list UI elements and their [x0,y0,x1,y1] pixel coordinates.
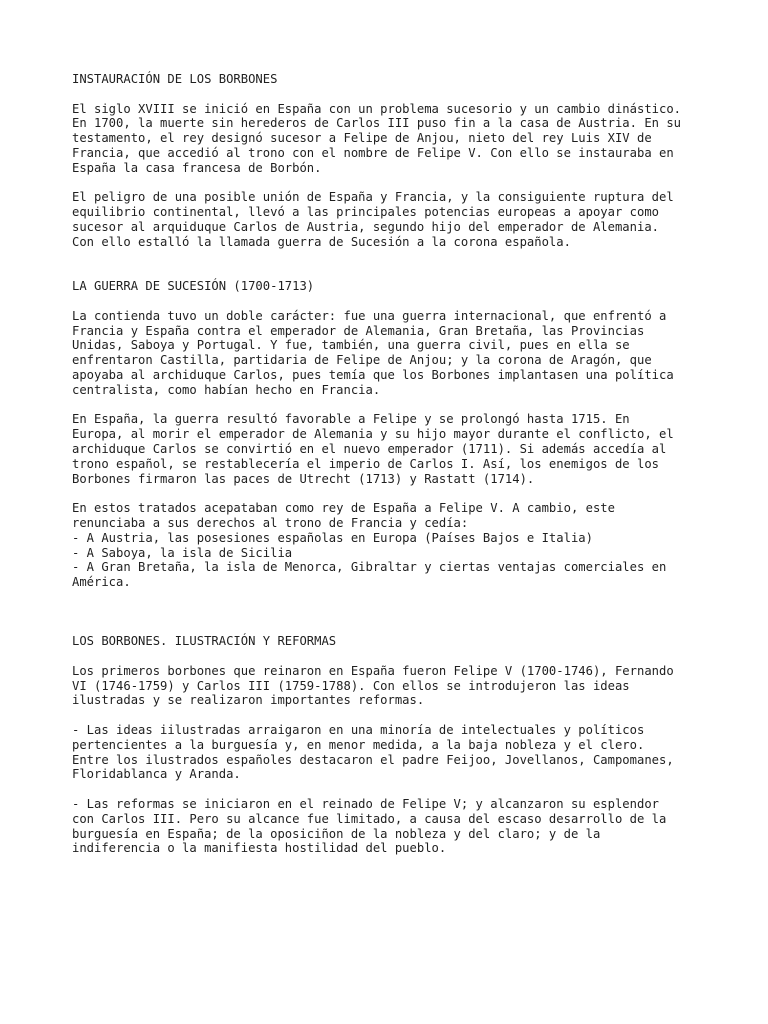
text-line: En España, la guerra resultó favorable a Felipe y se prolongó hasta 1715. En [72,412,630,427]
text-line: trono español, se restablecería el imperio de Carlos I. Así, los enemigos de los [72,456,659,471]
list-item: - A Saboya, la isla de Sicilia [72,545,293,560]
text-line: testamento, el rey designó sucesor a Felipe de Anjou, nieto del rey Luis XIV de [72,131,652,146]
text-line: El siglo XVIII se inició en España con un problema sucesorio y un cambio dinástico. [72,101,682,116]
text-line: Francia, que accedió al trono con el nombre de Felipe V. Con ello se instauraba en [72,145,674,160]
section-heading: INSTAURACIÓN DE LOS BORBONES [72,72,278,86]
text-line: Los primeros borbones que reinaron en España fueron Felipe V (1700-1746), Fernando [72,663,674,678]
spacer [72,250,702,280]
spacer [72,590,702,634]
spacer [72,294,702,309]
text-line: archiduque Carlos se convirtió en el nuevo emperador (1711). Si además accedía al [72,441,667,456]
spacer [72,708,702,723]
text-line: - Las reformas se iniciaron en el reinado de Felipe V; y alcanzaron su esplendor [72,797,659,812]
text-line: indiferencia o la manifiesta hostilidad del pueblo. [72,841,447,856]
text-line: burguesía en España; de la oposiciñon de la nobleza y del claro; y de la [72,826,601,841]
text-line: con Carlos III. Pero su alcance fue limitado, a causa del escaso desarrollo de la [72,811,667,826]
text-line: renunciaba a sus derechos al trono de Francia y cedía: [72,515,469,530]
paragraph [72,723,702,782]
text-line: Unidas, Saboya y Portugal. Y fue, también, una guerra civil, pues en ella se [72,338,630,353]
spacer [72,87,702,102]
text-line: equilibrio continental, llevó a las principales potencias europeas a apoyar como [72,205,659,220]
paragraph [72,501,702,590]
list-item: - A Gran Bretaña, la isla de Menorca, Gibraltar y ciertas ventajas comerciales en [72,560,667,575]
text-line: apoyaba al archiduque Carlos, pues temía que los Borbones implantasen una política [72,367,674,382]
text-line: Francia y España contra el emperador de Alemania, Gran Bretaña, las Provincias [72,323,645,338]
text-line: VI (1746-1759) y Carlos III (1759-1788). Con ellos se introdujeron las ideas [72,678,630,693]
text-line: Entre los ilustrados españoles destacaron el padre Feijoo, Jovellanos, Campomanes, [72,752,674,767]
document-page [72,72,702,856]
section-heading: LOS BORBONES. ILUSTRACIÓN Y REFORMAS [72,634,337,649]
paragraph [72,190,702,249]
text-line: El peligro de una posible unión de España y Francia, y la consiguiente ruptura del [72,190,674,205]
spacer [72,486,702,501]
text-line: Floridablanca y Aranda. [72,767,241,782]
spacer [72,649,702,664]
spacer [72,398,702,413]
text-line: - Las ideas iilustradas arraigaron en una minoría de intelectuales y políticos [72,723,645,738]
text-line: América. [72,575,131,590]
text-line: Con ello estalló la llamada guerra de Sucesión a la corona española. [72,234,571,249]
text-line: España la casa francesa de Borbón. [72,160,322,175]
paragraph [72,309,702,398]
paragraph [72,797,702,856]
text-line: Borbones firmaron las paces de Utrecht (1713) y Rastatt (1714). [72,471,535,486]
section-heading: LA GUERRA DE SUCESIÓN (1700-1713) [72,279,315,294]
text-line: pertencientes a la burguesía y, en menor medida, a la baja nobleza y el clero. [72,737,645,752]
text-line: enfrentaron Castilla, partidaria de Felipe de Anjou; y la corona de Aragón, que [72,353,652,368]
text-line: ilustradas y se realizaron importantes reformas. [72,693,425,708]
paragraph [72,412,702,486]
text-line: Europa, al morir el emperador de Alemania y su hijo mayor durante el conflicto, el [72,427,674,442]
text-line: La contienda tuvo un doble carácter: fue una guerra internacional, que enfrentó a [72,308,667,323]
text-line: centralista, como habían hecho en Francia. [72,382,381,397]
text-line: sucesor al arquiduque Carlos de Austria, segundo hijo del emperador de Alemania. [72,219,659,234]
paragraph [72,664,702,708]
list-item: - A Austria, las posesiones españolas en Europa (Países Bajos e Italia) [72,530,593,545]
text-line: En 1700, la muerte sin herederos de Carlos III puso fin a la casa de Austria. En su [72,116,682,131]
spacer [72,782,702,797]
text-line: En estos tratados acepataban como rey de España a Felipe V. A cambio, este [72,501,615,516]
spacer [72,176,702,191]
paragraph [72,102,702,176]
